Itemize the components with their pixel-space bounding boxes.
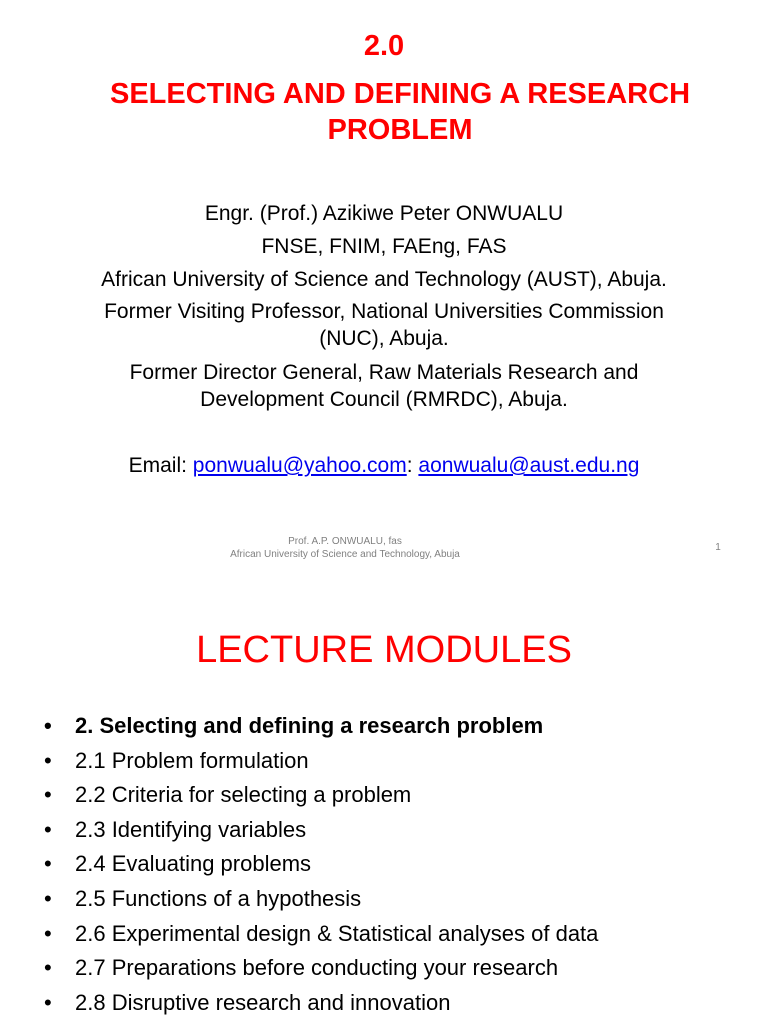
module-text: 2.8 Disruptive research and innovation bbox=[75, 989, 451, 1015]
nuc-line-2: (NUC), Abuja. bbox=[319, 327, 449, 350]
module-text: 2.5 Functions of a hypothesis bbox=[75, 885, 362, 911]
author-university: African University of Science and Technology (AUST), Abuja. bbox=[101, 268, 667, 291]
module-item bbox=[44, 778, 598, 813]
dg-line-1: Former Director General, Raw Materials Research and bbox=[129, 361, 639, 384]
module-text: 2. Selecting and defining a research problem bbox=[75, 713, 544, 738]
nuc-line-1: Former Visiting Professor, National Universities Commission bbox=[104, 300, 664, 323]
module-item bbox=[44, 951, 598, 986]
heading-line-1: SELECTING AND DEFINING A RESEARCH bbox=[109, 78, 691, 110]
module-text: 2.2 Criteria for selecting a problem bbox=[75, 782, 412, 808]
module-item bbox=[44, 986, 598, 1021]
module-item bbox=[44, 847, 598, 882]
email-separator: : bbox=[406, 454, 419, 477]
module-text: 2.4 Evaluating problems bbox=[75, 851, 312, 877]
module-item bbox=[44, 882, 598, 917]
bullet-icon: • bbox=[44, 851, 52, 877]
email-line bbox=[0, 452, 768, 479]
author-dg-role bbox=[30, 359, 738, 413]
module-text: 2.3 Identifying variables bbox=[75, 816, 307, 842]
bullet-icon: • bbox=[44, 989, 52, 1015]
module-text: 2.1 Problem formulation bbox=[75, 747, 309, 773]
email-link-yahoo[interactable]: ponwualu@yahoo.com bbox=[192, 454, 407, 477]
bullet-icon: • bbox=[44, 955, 52, 981]
email-link-aust[interactable]: aonwualu@aust.edu.ng bbox=[418, 454, 640, 477]
footer-line-1: Prof. A.P. ONWUALU, fas bbox=[288, 536, 402, 547]
modules-list bbox=[44, 709, 598, 1020]
author-fellowships: FNSE, FNIM, FAEng, FAS bbox=[261, 235, 507, 258]
bullet-icon: • bbox=[44, 713, 52, 738]
footer-line-2: African University of Science and Technology, Abuja bbox=[230, 549, 460, 560]
bullet-icon: • bbox=[44, 920, 52, 946]
slide-footer bbox=[160, 535, 530, 561]
bullet-icon: • bbox=[44, 885, 52, 911]
author-nuc-role bbox=[30, 298, 738, 352]
slide-number: 1 bbox=[715, 542, 721, 553]
module-item bbox=[44, 744, 598, 779]
module-text: 2.7 Preparations before conducting your research bbox=[75, 955, 559, 981]
modules-title: LECTURE MODULES bbox=[196, 629, 572, 671]
heading-line-2: PROBLEM bbox=[327, 114, 473, 146]
slide-heading bbox=[50, 76, 750, 148]
module-item bbox=[44, 709, 598, 744]
bullet-icon: • bbox=[44, 816, 52, 842]
section-number: 2.0 bbox=[363, 30, 405, 62]
dg-line-2: Development Council (RMRDC), Abuja. bbox=[200, 388, 568, 411]
slide-modules bbox=[0, 575, 768, 1024]
email-label: Email: bbox=[128, 454, 193, 477]
module-item bbox=[44, 813, 598, 848]
module-item bbox=[44, 917, 598, 952]
author-name: Engr. (Prof.) Azikiwe Peter ONWUALU bbox=[204, 202, 564, 225]
module-text: 2.6 Experimental design & Statistical analyses of data bbox=[75, 920, 599, 946]
bullet-icon: • bbox=[44, 747, 52, 773]
bullet-icon: • bbox=[44, 782, 52, 808]
